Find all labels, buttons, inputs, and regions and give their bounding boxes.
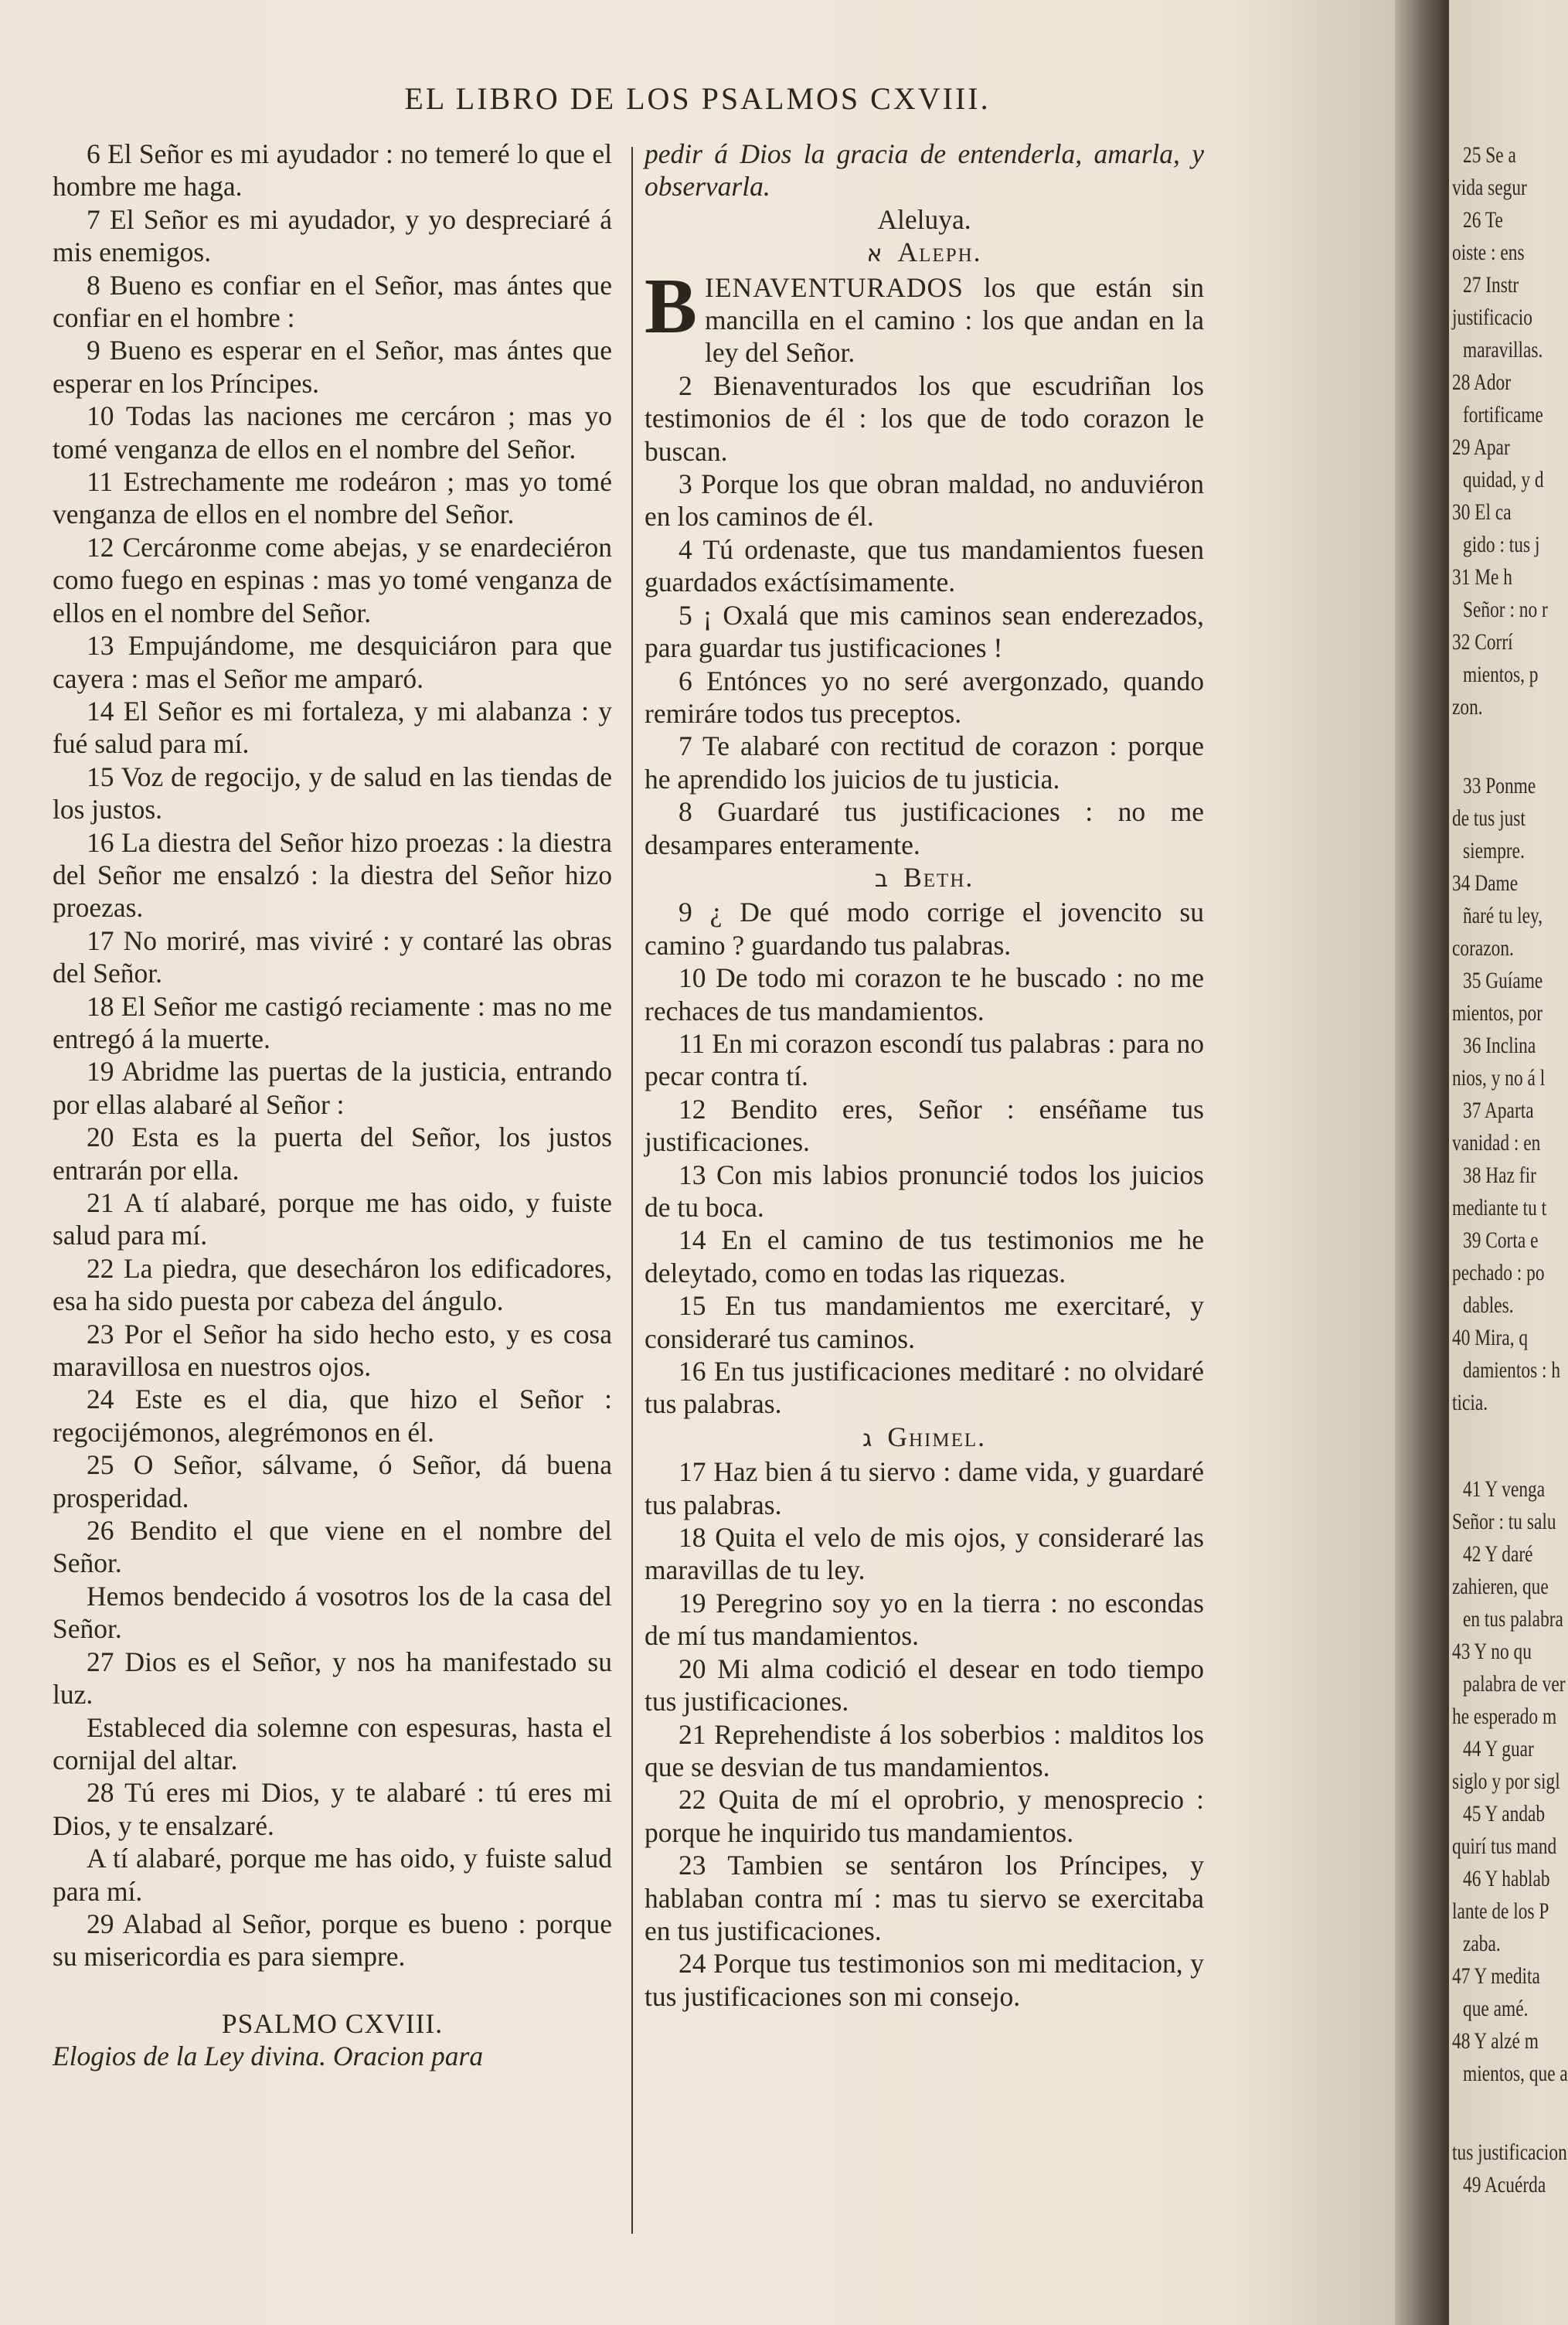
- verse: A tí alabaré, porque me has oido, y fuiste salud para mí.: [53, 1843, 612, 1907]
- section-heading: [645, 861, 1204, 896]
- adjacent-page-line: 30 El ca: [1452, 499, 1512, 525]
- verse: 15 En tus mandamientos me exercitaré, y consideraré tus caminos.: [645, 1290, 1204, 1354]
- adjacent-page-line: siempre.: [1463, 838, 1525, 863]
- hebrew-letter: ג: [862, 1425, 874, 1452]
- adjacent-page-line: 46 Y hablab: [1463, 1866, 1550, 1891]
- verse: 21 A tí alabaré, porque me has oido, y fuiste salud para mí.: [53, 1187, 612, 1251]
- adjacent-page-line: de tus just: [1452, 805, 1525, 831]
- verse: 28 Tú eres mi Dios, y te alabaré : tú eres mi Dios, y te ensalzaré.: [53, 1777, 612, 1841]
- adjacent-page-line: 25 Se a: [1463, 142, 1516, 168]
- first-word: IENAVENTURADOS: [705, 271, 964, 303]
- alleluia: Aleluya.: [877, 203, 971, 235]
- verse: 4 Tú ordenaste, que tus mandamientos fuesen guardados exáctísimamente.: [645, 533, 1204, 598]
- adjacent-page-line: justificacio: [1452, 305, 1532, 330]
- adjacent-page-line: 47 Y medita: [1452, 1963, 1540, 1989]
- verse: 6 Entónces yo no seré avergonzado, quando remiráre todos tus preceptos.: [645, 665, 1204, 729]
- verse: 6 El Señor es mi ayudador : no temeré lo que el hombre me haga.: [53, 138, 612, 203]
- verse: 19 Peregrino soy yo en la tierra : no escondas de mí tus mandamientos.: [645, 1587, 1204, 1652]
- psalm-subtitle: Elogios de la Ley divina. Oracion para: [53, 2041, 484, 2072]
- adjacent-page-line: 48 Y alzé m: [1452, 2028, 1539, 2054]
- verse: 22 Quita de mí el oprobrio, y menosprecio : porque he inquirido tus mandamientos.: [645, 1784, 1204, 1848]
- adjacent-page-line: 29 Apar: [1452, 434, 1510, 460]
- verse: 17 No moriré, mas viviré : y contaré las obras del Señor.: [53, 924, 612, 989]
- adjacent-page-line: 28 Ador: [1452, 369, 1512, 395]
- adjacent-page-line: tus justificacion: [1452, 2139, 1567, 2165]
- adjacent-page-line: 39 Corta e: [1463, 1227, 1539, 1253]
- section-name: Ghimel.: [887, 1421, 987, 1452]
- verse: 19 Abridme las puertas de la justicia, entrando por ellas alabaré al Señor :: [53, 1056, 612, 1120]
- verse: 14 En el camino de tus testimonios me he deleytado, como en todas las riquezas.: [645, 1224, 1204, 1288]
- verse: 16 La diestra del Señor hizo proezas : la diestra del Señor me ensalzó : la diestra del Señor hizo proezas.: [53, 826, 612, 924]
- verse: 5 ¡ Oxalá que mis caminos sean enderezados, para guardar tus justificaciones !: [645, 599, 1204, 664]
- adjacent-page-line: dables.: [1463, 1292, 1514, 1318]
- adjacent-page-line: oiste : ens: [1452, 240, 1525, 265]
- adjacent-page-line: vanidad : en: [1452, 1130, 1541, 1156]
- verse: 12 Bendito eres, Señor : enséñame tus justificaciones.: [645, 1093, 1204, 1158]
- section-name: Beth.: [903, 861, 974, 893]
- adjacent-page-line: 36 Inclina: [1463, 1033, 1536, 1058]
- verse: 15 Voz de regocijo, y de salud en las tiendas de los justos.: [53, 761, 612, 825]
- verse: 27 Dios es el Señor, y nos ha manifestado su luz.: [53, 1646, 612, 1711]
- verse: 29 Alabad al Señor, porque es bueno : porque su misericordia es para siempre.: [53, 1908, 612, 1973]
- left-column: [53, 138, 612, 2073]
- adjacent-page-line: zaba.: [1463, 1931, 1501, 1956]
- verse: 12 Cercáronme come abejas, y se enardeciéron como fuego en espinas : mas yo tomé venganza de ellos en el nombre del Señor.: [53, 531, 612, 628]
- verse: 20 Mi alma codició el desear en todo tiempo tus justificaciones.: [645, 1653, 1204, 1717]
- adjacent-page-line: Señor : tu salu: [1452, 1509, 1556, 1534]
- verse: 26 Bendito el que viene en el nombre del Señor.: [53, 1515, 612, 1579]
- adjacent-page-line: he esperado m: [1452, 1704, 1557, 1729]
- verse: 17 Haz bien á tu siervo : dame vida, y guardaré tus palabras.: [645, 1456, 1204, 1520]
- verse: 20 Esta es la puerta del Señor, los justos entrarán por ella.: [53, 1122, 612, 1186]
- adjacent-page-line: quidad, y d: [1463, 467, 1544, 492]
- first-verse: [645, 262, 1204, 369]
- verse: 13 Con mis labios pronuncié todos los juicios de tu boca.: [645, 1159, 1204, 1223]
- verse: 18 El Señor me castigó reciamente : mas no me entregó á la muerte.: [53, 990, 612, 1054]
- verse: 24 Este es el dia, que hizo el Señor : regocijémonos, alegrémonos en él.: [53, 1384, 612, 1448]
- book-gutter: [1395, 0, 1449, 2325]
- adjacent-page-line: zahieren, que: [1452, 1574, 1549, 1599]
- adjacent-page-line: 44 Y guar: [1463, 1736, 1534, 1762]
- verse: 7 El Señor es mi ayudador, y yo despreciaré á mis enemigos.: [53, 203, 612, 268]
- adjacent-page-line: damientos : h: [1463, 1357, 1561, 1383]
- adjacent-page-line: siglo y por sigl: [1452, 1768, 1560, 1794]
- psalm-title: PSALMO CXVIII.: [221, 2007, 444, 2039]
- adjacent-page-line: 38 Haz fir: [1463, 1162, 1536, 1188]
- adjacent-page-line: 26 Te: [1463, 207, 1503, 233]
- adjacent-page-line: nios, y no á l: [1452, 1065, 1546, 1091]
- adjacent-page-line: mientos, que a: [1463, 2061, 1568, 2086]
- verse: 13 Empujándome, me desquiciáron para que cayera : mas el Señor me amparó.: [53, 630, 612, 694]
- verse: 8 Guardaré tus justificaciones : no me desampares enteramente.: [645, 796, 1204, 860]
- section-name: Aleph.: [897, 237, 982, 268]
- adjacent-page-line: 45 Y andab: [1463, 1801, 1546, 1826]
- adjacent-page-line: 43 Y no qu: [1452, 1639, 1532, 1664]
- verse: 8 Bueno es confiar en el Señor, mas ántes que confiar en el hombre :: [53, 269, 612, 334]
- section-heading: [645, 236, 1204, 271]
- verse: 10 De todo mi corazon te he buscado : no me rechaces de tus mandamientos.: [645, 962, 1204, 1026]
- adjacent-page-line: mientos, p: [1463, 662, 1539, 687]
- hebrew-letter: א: [866, 240, 884, 268]
- adjacent-page-line: 31 Me h: [1452, 564, 1512, 590]
- adjacent-page-line: 37 Aparta: [1463, 1098, 1534, 1123]
- adjacent-page-line: mediante tu t: [1452, 1195, 1547, 1220]
- verse: 23 Por el Señor ha sido hecho esto, y es cosa maravillosa en nuestros ojos.: [53, 1318, 612, 1383]
- adjacent-page-line: palabra de ver: [1463, 1671, 1566, 1697]
- adjacent-page-line: 33 Ponme: [1463, 773, 1536, 798]
- adjacent-page-line: Señor : no r: [1463, 597, 1548, 622]
- verse: Hemos bendecido á vosotros los de la casa del Señor.: [53, 1580, 612, 1645]
- verse: 14 El Señor es mi fortaleza, y mi alabanza : y fué salud para mí.: [53, 695, 612, 760]
- adjacent-page-line: 35 Guíame: [1463, 968, 1543, 993]
- hebrew-letter: ב: [874, 865, 890, 893]
- running-head: EL LIBRO DE LOS PSALMOS CXVIII.: [404, 81, 991, 116]
- adjacent-page-line: 41 Y venga: [1463, 1476, 1546, 1502]
- adjacent-page-line: maravillas.: [1463, 337, 1543, 363]
- adjacent-page-line: en tus palabra: [1463, 1606, 1563, 1632]
- verse: 10 Todas las naciones me cercáron ; mas yo tomé venganza de ellos en el nombre del Señor.: [53, 400, 612, 465]
- adjacent-page-line: ticia.: [1452, 1390, 1488, 1415]
- adjacent-page-line: corazon.: [1452, 935, 1514, 961]
- adjacent-page-line: pechado : po: [1452, 1260, 1545, 1285]
- adjacent-page-line: que amé.: [1463, 1996, 1529, 2021]
- verse: 25 O Señor, sálvame, ó Señor, dá buena prosperidad.: [53, 1449, 612, 1513]
- verse: Estableced dia solemne con espesuras, hasta el cornijal del altar.: [53, 1711, 612, 1775]
- adjacent-page-line: vida segur: [1452, 175, 1527, 200]
- section-heading: [645, 1421, 1204, 1455]
- right-column: [645, 138, 1204, 2013]
- psalm-subtitle-continued: pedir á Dios la gracia de entenderla, amarla, y observarla.: [645, 138, 1204, 203]
- adjacent-page-line: gido : tus j: [1463, 532, 1540, 557]
- adjacent-page-line: 34 Dame: [1452, 870, 1519, 896]
- verse: 7 Te alabaré con rectitud de corazon : porque he aprendido los juicios de tu justicia.: [645, 730, 1204, 795]
- column-rule: [631, 147, 633, 2234]
- verse: 11 Estrechamente me rodeáron ; mas yo tomé venganza de ellos en el nombre del Señor.: [53, 466, 612, 530]
- adjacent-page-line: 27 Instr: [1463, 272, 1519, 298]
- adjacent-page-line: 42 Y daré: [1463, 1541, 1533, 1567]
- verse: 2 Bienaventurados los que escudriñan los testimonios de él : los que de todo corazon le buscan.: [645, 369, 1204, 467]
- verse: 9 ¿ De qué modo corrige el jovencito su camino ? guardando tus palabras.: [645, 897, 1204, 961]
- adjacent-page-line: 32 Corrí: [1452, 629, 1513, 655]
- verse: 9 Bueno es esperar en el Señor, mas ántes que esperar en los Príncipes.: [53, 335, 612, 399]
- verse: 3 Porque los que obran maldad, no anduviéron en los caminos de él.: [645, 468, 1204, 533]
- adjacent-page-line: quirí tus mand: [1452, 1833, 1557, 1859]
- verse: 21 Reprehendiste á los soberbios : malditos los que se desvian de tus mandamientos.: [645, 1718, 1204, 1782]
- adjacent-page-line: 40 Mira, q: [1452, 1325, 1529, 1350]
- verse: 16 En tus justificaciones meditaré : no olvidaré tus palabras.: [645, 1356, 1204, 1420]
- verse: 24 Porque tus testimonios son mi meditacion, y tus justificaciones son mi consejo.: [645, 1948, 1204, 2012]
- adjacent-page-line: 49 Acuérda: [1463, 2172, 1546, 2197]
- verse: 11 En mi corazon escondí tus palabras : para no pecar contra tí.: [645, 1027, 1204, 1092]
- adjacent-page-line: zon.: [1452, 694, 1483, 720]
- first-verse-text: los que están sin mancilla en el camino : los que andan en la ley del Señor.: [705, 271, 1204, 369]
- verse: 23 Tambien se sentáron los Príncipes, y hablaban contra mí : mas tu siervo se exercitaba en tus justificaciones.: [645, 1850, 1204, 1946]
- verse: 22 La piedra, que desecháron los edificadores, esa ha sido puesta por cabeza del ángulo.: [53, 1252, 612, 1317]
- adjacent-page-line: ñaré tu ley,: [1463, 903, 1543, 928]
- adjacent-page-line: fortificame: [1463, 402, 1543, 427]
- adjacent-page-line: mientos, por: [1452, 1000, 1542, 1026]
- drop-cap: B: [645, 262, 698, 350]
- adjacent-page-line: lante de los P: [1452, 1898, 1549, 1924]
- adjacent-page-edge: [1449, 0, 1568, 2325]
- verse: 18 Quita el velo de mis ojos, y consideraré las maravillas de tu ley.: [645, 1522, 1204, 1586]
